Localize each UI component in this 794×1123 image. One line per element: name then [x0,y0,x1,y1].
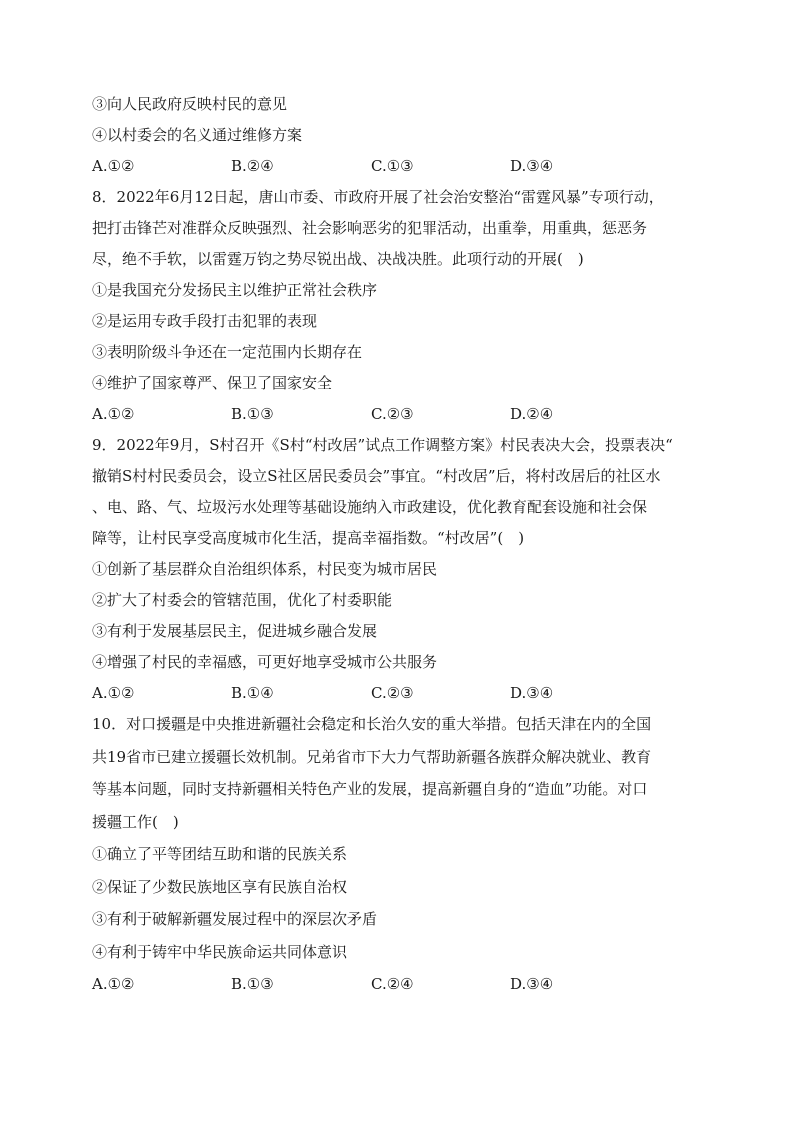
question-stem-line: 共19省市已建立援疆长效机制。兄弟省市下大力气帮助新疆各族群众解决就业、教育 [92,747,652,766]
question-stem-line: 撤销S村村民委员会，设立S社区居民委员会”事宜。“村改居”后，将村改居后的社区水 [92,467,661,485]
option-line: ④增强了村民的幸福感，可更好地享受城市公共服务 [92,653,438,671]
question-stem-line: 8．2022年6月12日起，唐山市委、市政府开展了社会治安整治“雷霆风暴”专项行动， [92,188,664,206]
option-line: ④维护了国家尊严、保卫了国家安全 [92,374,333,392]
choice-d[interactable]: D.③④ [510,684,554,702]
choice-b[interactable]: B.①③ [231,405,274,423]
choice-c[interactable]: C.②③ [371,405,414,423]
exam-page [92,94,708,1007]
question-stem-line: 10．对口援疆是中央推进新疆社会稳定和长治久安的重大举措。包括天津在内的全国 [92,715,652,733]
choice-c[interactable]: C.②④ [371,975,414,993]
option-line: ③有利于破解新疆发展过程中的深层次矛盾 [92,910,378,928]
choice-b[interactable]: B.①③ [231,975,274,993]
option-line: ①是我国充分发扬民主以维护正常社会秩序 [92,281,378,299]
choice-c[interactable]: C.②③ [371,684,414,702]
choice-a[interactable]: A.①② [92,157,135,175]
choice-b[interactable]: B.②④ [231,157,274,175]
question-stem-line: 尽，绝不手软，以雷霆万钧之势尽锐出战、决战决胜。此项行动的开展( ) [92,250,584,268]
prev-question-tail [92,94,708,187]
option-line: ③有利于发展基层民主，促进城乡融合发展 [92,622,378,640]
option-line: ①创新了基层群众自治组织体系，村民变为城市居民 [92,560,438,578]
question-8 [92,187,708,435]
option-line: ④有利于铸牢中华民族命运共同体意识 [92,942,348,961]
question-stem-line: 障等，让村民享受高度城市化生活，提高幸福指数。“村改居”( ) [92,529,525,547]
question-9 [92,435,708,714]
question-stem-line: 把打击锋芒对准群众反映强烈、社会影响恶劣的犯罪活动，出重拳，用重典，惩恶务 [92,219,648,237]
answer-choices [92,974,708,1007]
choice-a[interactable]: A.①② [92,405,135,423]
question-stem-line: 9．2022年9月，S村召开《S村“村改居”试点工作调整方案》村民表决大会，投票表决“ [92,436,673,454]
answer-choices [92,404,708,435]
question-stem-line: 援疆工作( ) [92,812,179,831]
option-line: ④以村委会的名义通过维修方案 [92,126,303,144]
option-line: ③表明阶级斗争还在一定范围内长期存在 [92,343,363,361]
question-10 [92,714,708,1007]
option-line: ②扩大了村委会的管辖范围，优化了村委职能 [92,591,393,609]
option-line: ②是运用专政手段打击犯罪的表现 [92,312,318,330]
choice-d[interactable]: D.③④ [510,975,554,993]
choice-d[interactable]: D.③④ [510,157,554,175]
choice-b[interactable]: B.①④ [231,684,274,702]
choice-c[interactable]: C.①③ [371,157,414,175]
question-stem-line: 、电、路、气、垃圾污水处理等基础设施纳入市政建设，优化教育配套设施和社会保 [92,498,648,516]
choice-d[interactable]: D.②④ [510,405,554,423]
choice-a[interactable]: A.①② [92,975,135,993]
question-stem-line: 等基本问题，同时支持新疆相关特色产业的发展，提高新疆自身的“造血”功能。对口 [92,780,648,798]
option-line: ③向人民政府反映村民的意见 [92,95,288,113]
answer-choices [92,683,708,714]
option-line: ①确立了平等团结互助和谐的民族关系 [92,845,348,863]
choice-a[interactable]: A.①② [92,684,135,702]
answer-choices [92,156,708,187]
option-line: ②保证了少数民族地区享有民族自治权 [92,877,348,896]
